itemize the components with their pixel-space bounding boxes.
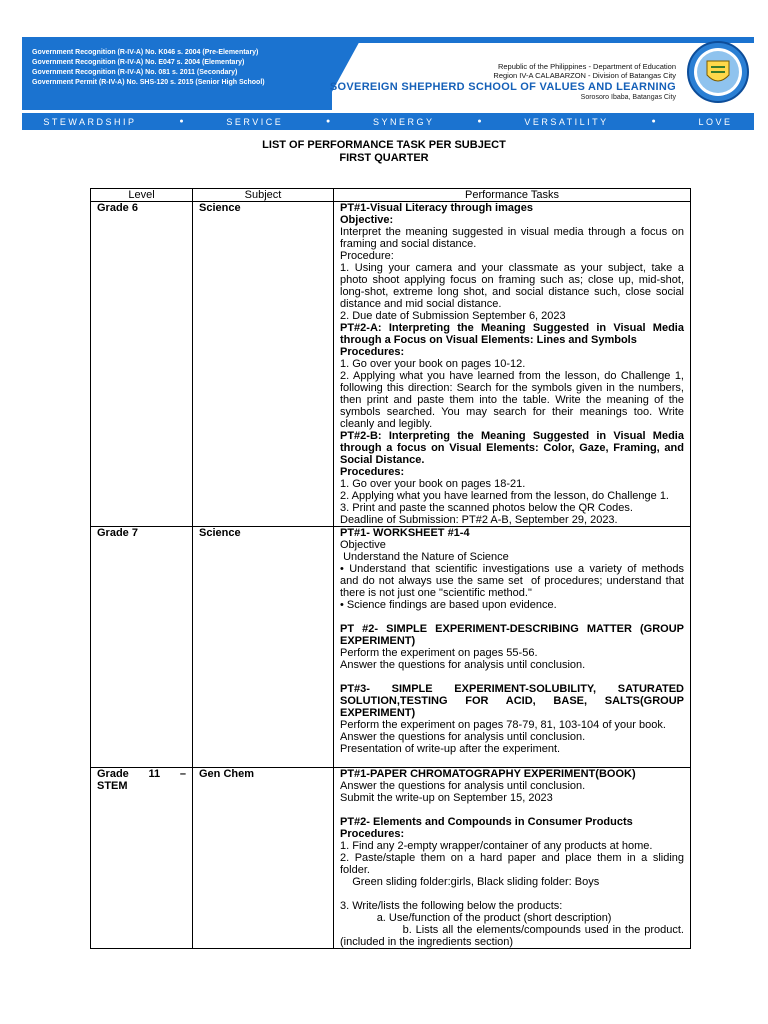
document-subtitle: FIRST QUARTER <box>339 152 429 164</box>
task-line: 3. Write/lists the following below the products: <box>340 900 563 912</box>
tasks-cell <box>334 527 691 768</box>
task-line: • Understand that scientific investigations use a variety of methods and do not always use the same set of procedures; understand that there is not just one "scientific method." <box>340 563 688 599</box>
task-line: PT#1- WORKSHEET #1-4 <box>340 527 470 539</box>
table-row <box>91 202 691 527</box>
motto-dot: ● <box>477 118 482 125</box>
spacer <box>340 671 684 683</box>
task-line: PT#1-PAPER CHROMATOGRAPHY EXPERIMENT(BOOK) <box>340 768 636 780</box>
task-line: Answer the questions for analysis until conclusion. <box>340 780 586 792</box>
spacer <box>340 755 684 767</box>
task-line: Interpret the meaning suggested in visual media through a focus on framing and social distance. <box>340 226 688 250</box>
motto-word: STEWARDSHIP <box>43 116 137 127</box>
document-title: LIST OF PERFORMANCE TASK PER SUBJECT <box>262 139 506 151</box>
spacer <box>340 804 684 816</box>
tasks-cell <box>334 202 691 527</box>
recognition-line: Government Recognition (R-IV-A) No. K046 s. 2004 (Pre-Elementary) <box>32 49 259 56</box>
subject-cell: Science <box>193 527 334 768</box>
school-seal-icon <box>687 41 749 103</box>
school-address: Sorosoro Ibaba, Batangas City <box>580 94 676 101</box>
level-cell: Grade 11 – STEM <box>91 768 193 949</box>
task-line: • Science findings are based upon evidence. <box>340 599 557 611</box>
column-header-subject: Subject <box>193 189 334 202</box>
task-line: 2. Applying what you have learned from the lesson, do Challenge 1, following this direction: Search for the symbols given in the numbers, then print and paste them into the table. Write the meaning of the symbols searched. You may search for their meanings too. Write cleanly and legibly. <box>340 370 688 430</box>
motto-dot: ● <box>326 118 331 125</box>
level-cell: Grade 7 <box>91 527 193 768</box>
task-line: PT #2- SIMPLE EXPERIMENT-DESCRIBING MATTER (GROUP EXPERIMENT) <box>340 623 688 647</box>
task-line: PT#2-A: Interpreting the Meaning Suggested in Visual Media through a Focus on Visual Elements: Lines and Symbols <box>340 322 688 346</box>
subject-cell: Gen Chem <box>193 768 334 949</box>
table-row <box>91 768 691 949</box>
task-line: Procedures: <box>340 466 405 478</box>
motto-dot: ● <box>179 118 184 125</box>
subject-cell: Science <box>193 202 334 527</box>
task-line: PT#3- SIMPLE EXPERIMENT-SOLUBILITY, SATURATED SOLUTION,TESTING FOR ACID, BASE, SALTS(GROUP EXPERIMENT) <box>340 683 688 719</box>
table-body <box>91 202 691 949</box>
task-line: Procedure: <box>340 250 394 262</box>
task-line: 1. Find any 2-empty wrapper/container of any products at home. <box>340 840 653 852</box>
task-line: 1. Using your camera and your classmate as your subject, take a photo shoot applying focus on framing such as; close up, mid-shot, long-shot, extreme long shot, and social distance such, close social distance and mid social distance. <box>340 262 688 310</box>
column-header-level: Level <box>91 189 193 202</box>
task-line: 3. Print and paste the scanned photos below the QR Codes. <box>340 502 633 514</box>
task-line: PT#1-Visual Literacy through images <box>340 202 533 214</box>
motto-word: SERVICE <box>226 116 284 127</box>
recognition-line: Government Permit (R-IV-A) No. SHS-120 s. 2015 (Senior High School) <box>32 79 265 86</box>
deped-info <box>493 62 676 80</box>
task-line: Deadline of Submission: PT#2 A-B, September 29, 2023. <box>340 514 618 526</box>
motto-word: LOVE <box>698 116 733 127</box>
task-line: Submit the write-up on September 15, 2023 <box>340 792 553 804</box>
performance-task-table <box>90 188 691 949</box>
task-line: 2. Paste/staple them on a hard paper and place them in a sliding folder. <box>340 852 688 876</box>
task-line: Presentation of write-up after the experiment. <box>340 743 561 755</box>
motto-bar <box>22 113 754 130</box>
recognition-list <box>32 48 265 88</box>
task-line: PT#2-B: Interpreting the Meaning Suggested in Visual Media through a focus on Visual Elements: Color, Gaze, Framing, and Social Distance. <box>340 430 688 466</box>
deped-line: Republic of the Philippines - Department of Education <box>497 62 676 71</box>
school-name: SOVEREIGN SHEPHERD SCHOOL OF VALUES AND LEARNING <box>329 81 676 93</box>
task-line: Perform the experiment on pages 55-56. <box>340 647 538 659</box>
deped-line: Region IV-A CALABARZON - Division of Batangas City <box>493 71 676 80</box>
task-line: Objective <box>340 539 386 551</box>
task-line: 2. Applying what you have learned from the lesson, do Challenge 1. <box>340 490 669 502</box>
recognition-line: Government Recognition (R-IV-A) No. E047 s. 2004 (Elementary) <box>32 59 245 66</box>
task-line: Procedures: <box>340 346 405 358</box>
motto-word: VERSATILITY <box>524 116 609 127</box>
task-line: Understand the Nature of Science <box>340 551 509 563</box>
school-header-banner <box>22 37 754 110</box>
motto-word: SYNERGY <box>373 116 435 127</box>
spacer <box>340 888 684 900</box>
task-line: PT#2- Elements and Compounds in Consumer Products <box>340 816 633 828</box>
column-header-tasks: Performance Tasks <box>334 189 691 202</box>
banner-slant <box>322 37 362 110</box>
task-line: Answer the questions for analysis until conclusion. <box>340 659 586 671</box>
spacer <box>340 611 684 623</box>
level-cell: Grade 6 <box>91 202 193 527</box>
table-header-row <box>91 189 691 202</box>
task-line: Perform the experiment on pages 78-79, 81, 103-104 of your book. <box>340 719 666 731</box>
task-line: Procedures: <box>340 828 405 840</box>
task-line: 1. Go over your book on pages 10-12. <box>340 358 526 370</box>
task-line: a. Use/function of the product (short description) <box>340 912 612 924</box>
tasks-cell <box>334 768 691 949</box>
task-line: Answer the questions for analysis until conclusion. <box>340 731 586 743</box>
task-line: 1. Go over your book on pages 18-21. <box>340 478 526 490</box>
task-line: Green sliding folder:girls, Black sliding folder: Boys <box>340 876 600 888</box>
task-line: 2. Due date of Submission September 6, 2023 <box>340 310 566 322</box>
motto-dot: ● <box>651 118 656 125</box>
table-row <box>91 527 691 768</box>
task-line: b. Lists all the elements/compounds used in the product. (included in the ingredients section) <box>340 924 688 948</box>
task-line: Objective: <box>340 214 394 226</box>
recognition-line: Government Recognition (R-IV-A) No. 081 s. 2011 (Secondary) <box>32 69 238 76</box>
